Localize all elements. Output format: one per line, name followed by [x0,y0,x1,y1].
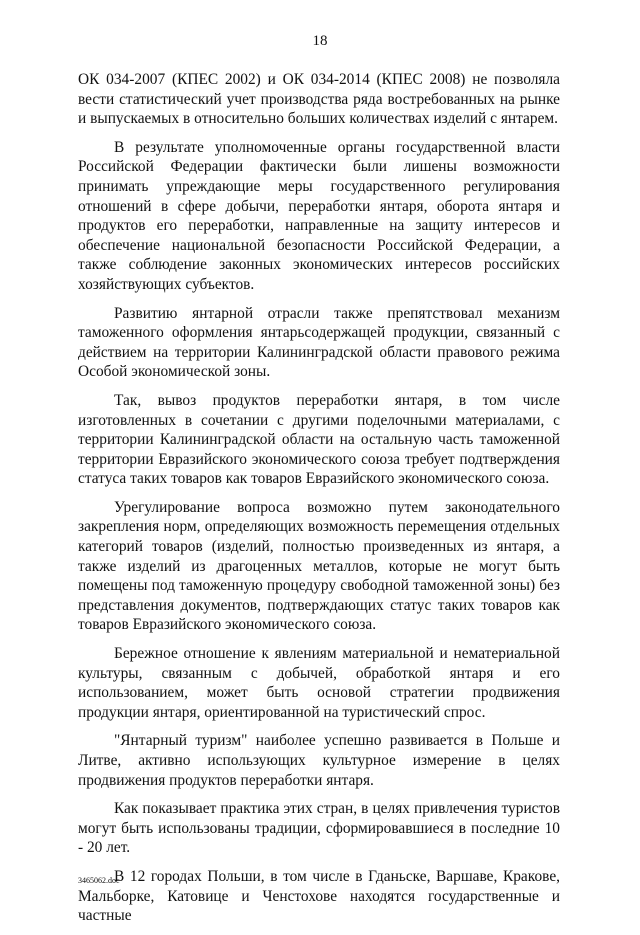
paragraph-2: В результате уполномоченные органы государственной власти Российской Федерации фактически были лишены возможности принимать упреждающие меры государственного регулирования отношений в сфере добычи, переработки янтаря, оборота янтаря и продуктов его переработки, направленные на защиту интересов и обеспечение национальной безопасности Российской Федерации, а также соблюдение законных экономических интересов российских хозяйствующих субъектов. [78,138,560,293]
paragraph-3: Развитию янтарной отрасли также препятствовал механизм таможенного оформления янтарьсодержащей продукции, связанный с действием на территории Калининградской области правового режима Особой экономической зоны. [78,304,560,381]
paragraph-5: Урегулирование вопроса возможно путем законодательного закрепления норм, определяющих возможность перемещения отдельных категорий товаров (изделий, полностью произведенных из янтаря, а также изделий из драгоценных металлов, которые не могут быть помещены под таможенную процедуру свободной таможенной зоны) без представления документов, подтверждающих статус таких товаров как товаров Евразийского экономического союза. [78,498,560,634]
paragraph-7: "Янтарный туризм" наиболее успешно развивается в Польше и Литве, активно использующих культурное измерение в целях продвижения продуктов переработки янтаря. [78,732,560,789]
paragraph-1: ОК 034-2007 (КПЕС 2002) и ОК 034-2014 (КПЕС 2008) не позволяла вести статистический учет производства ряда востребованных на рынке и выпускаемых в относительно больших количествах изделий с янтарем. [78,71,560,128]
paragraph-8: Как показывает практика этих стран, в целях привлечения туристов могут быть использованы традиции, сформировавшиеся в последние 10 - 20 лет. [78,800,560,857]
page-number: 18 [312,33,328,49]
paragraph-4: Так, вывоз продуктов переработки янтаря, в том числе изготовленных в сочетании с другими поделочными материалами, с территории Калининградской области на остальную часть таможенной территории Евразийского экономического союза требует подтверждения статуса таких товаров как товаров Евразийского экономического союза. [78,391,560,488]
paragraph-9: В 12 городах Польши, в том числе в Гданьске, Варшаве, Кракове, Мальборке, Катовице и Ченстохове находятся государственные и частные [78,867,560,925]
footer-document-id: 3465062.doc [78,876,120,885]
paragraph-6: Бережное отношение к явлениям материальной и нематериальной культуры, связанным с добычей, обработкой янтаря и его использованием, может быть основой стратегии продвижения продукции янтаря, ориентированной на туристический спрос. [78,645,560,721]
document-body [78,70,560,935]
